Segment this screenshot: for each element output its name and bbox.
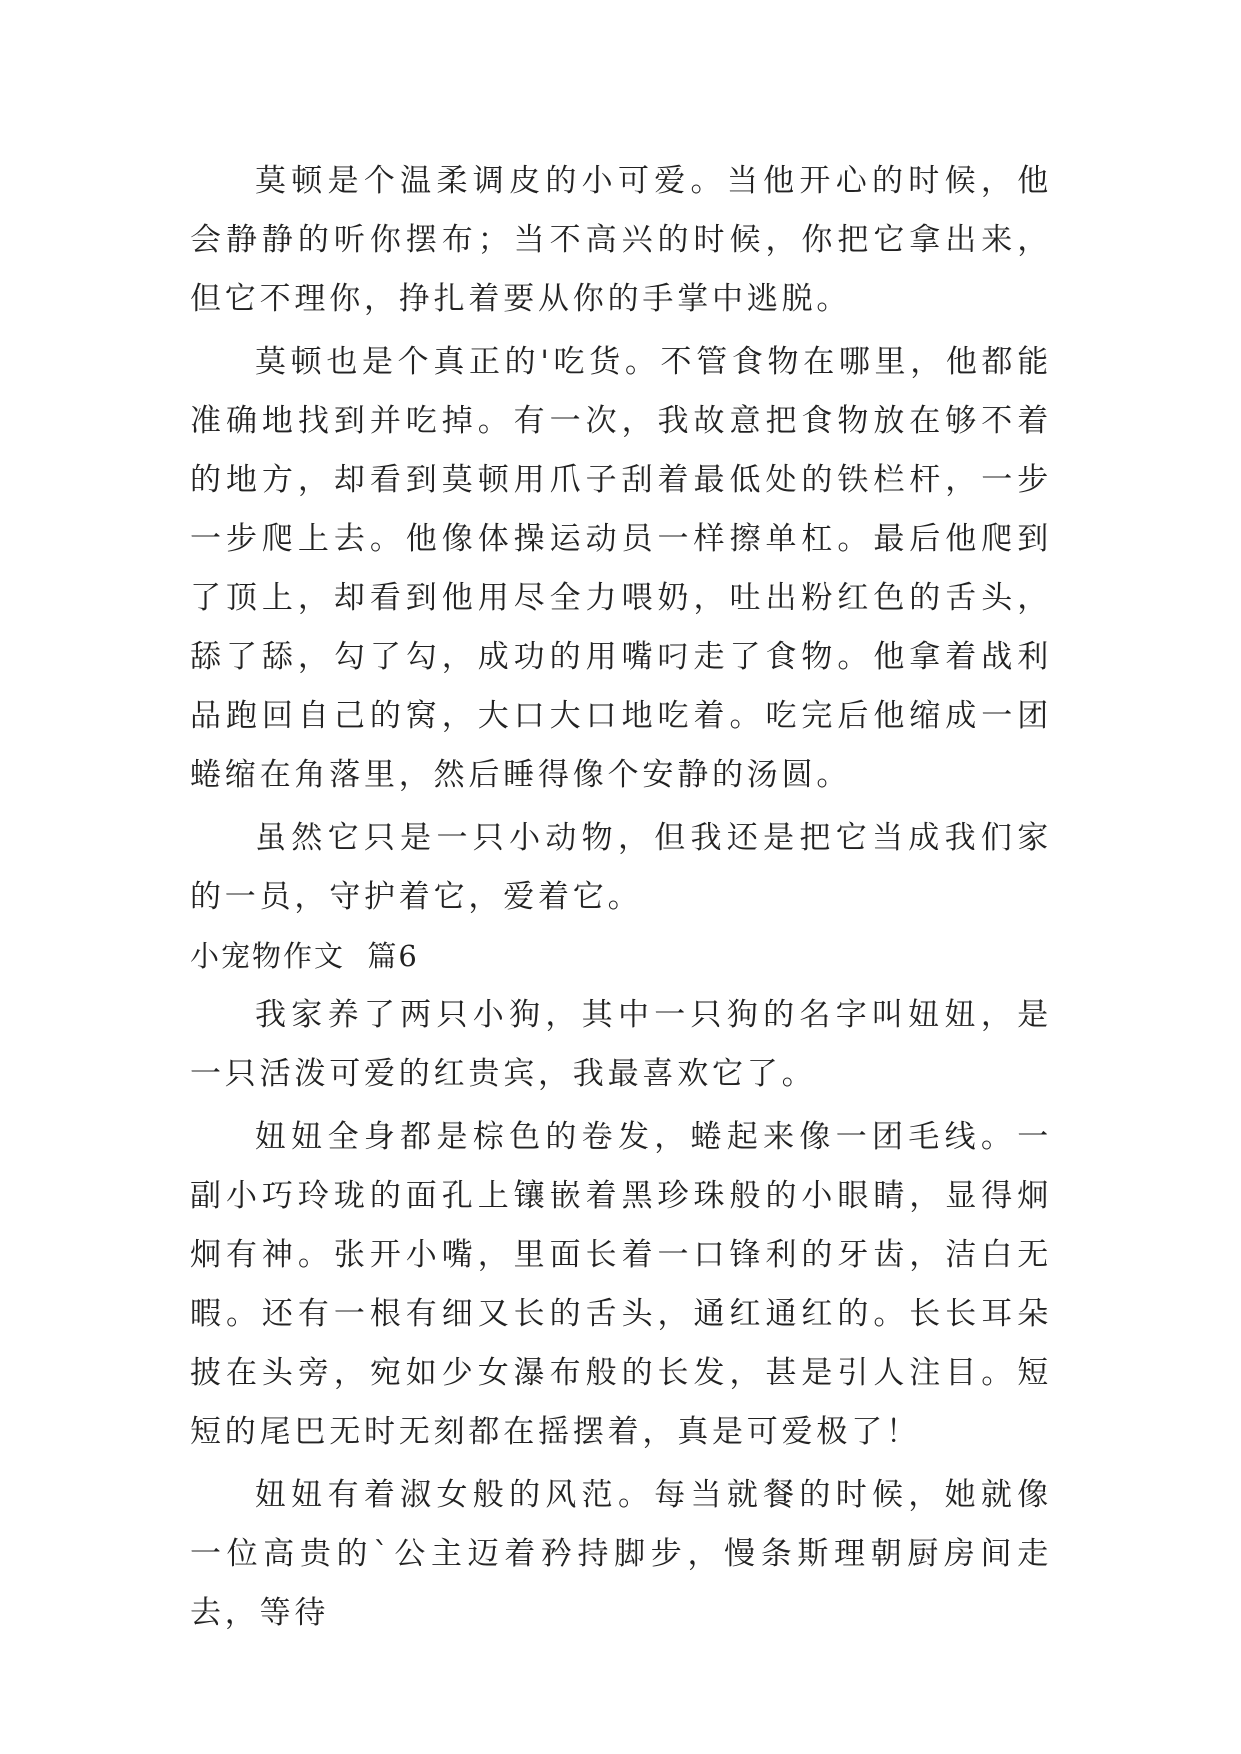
- paragraph: 我家养了两只小狗，其中一只狗的名字叫妞妞，是一只活泼可爱的红贵宾，我最喜欢它了。: [190, 997, 1052, 1092]
- document-page: [190, 152, 1052, 1643]
- section-title: 小宠物作文 篇6: [190, 939, 419, 973]
- paragraph: 莫顿是个温柔调皮的小可爱。当他开心的时候，他会静静的听你摆布；当不高兴的时候，你把它拿出来，但它不理你，挣扎着要从你的手掌中逃脱。: [190, 163, 1052, 317]
- paragraph: 莫顿也是个真正的'吃货。不管食物在哪里，他都能准确地找到并吃掉。有一次，我故意把食物放在够不着的地方，却看到莫顿用爪子刮着最低处的铁栏杆，一步一步爬上去。他像体操运动员一样擦单杠。最后他爬到了顶上，却看到他用尽全力喂奶，吐出粉红色的舌头，舔了舔，勾了勾，成功的用嘴叼走了食物。他拿着战利品跑回自己的窝，大口大口地吃着。吃完后他缩成一团蜷缩在角落里，然后睡得像个安静的汤圆。: [190, 344, 1052, 793]
- paragraph: 妞妞有着淑女般的风范。每当就餐的时候，她就像一位高贵的`公主迈着矜持脚步，慢条斯理朝厨房间走去，等待: [190, 1477, 1052, 1631]
- paragraph: 妞妞全身都是棕色的卷发，蜷起来像一团毛线。一副小巧玲珑的面孔上镶嵌着黑珍珠般的小眼睛，显得炯炯有神。张开小嘴，里面长着一口锋利的牙齿，洁白无暇。还有一根有细又长的舌头，通红通红的。长长耳朵披在头旁，宛如少女瀑布般的长发，甚是引人注目。短短的尾巴无时无刻都在摇摆着，真是可爱极了！: [190, 1119, 1052, 1450]
- paragraph: 虽然它只是一只小动物，但我还是把它当成我们家的一员，守护着它，爱着它。: [190, 820, 1052, 915]
